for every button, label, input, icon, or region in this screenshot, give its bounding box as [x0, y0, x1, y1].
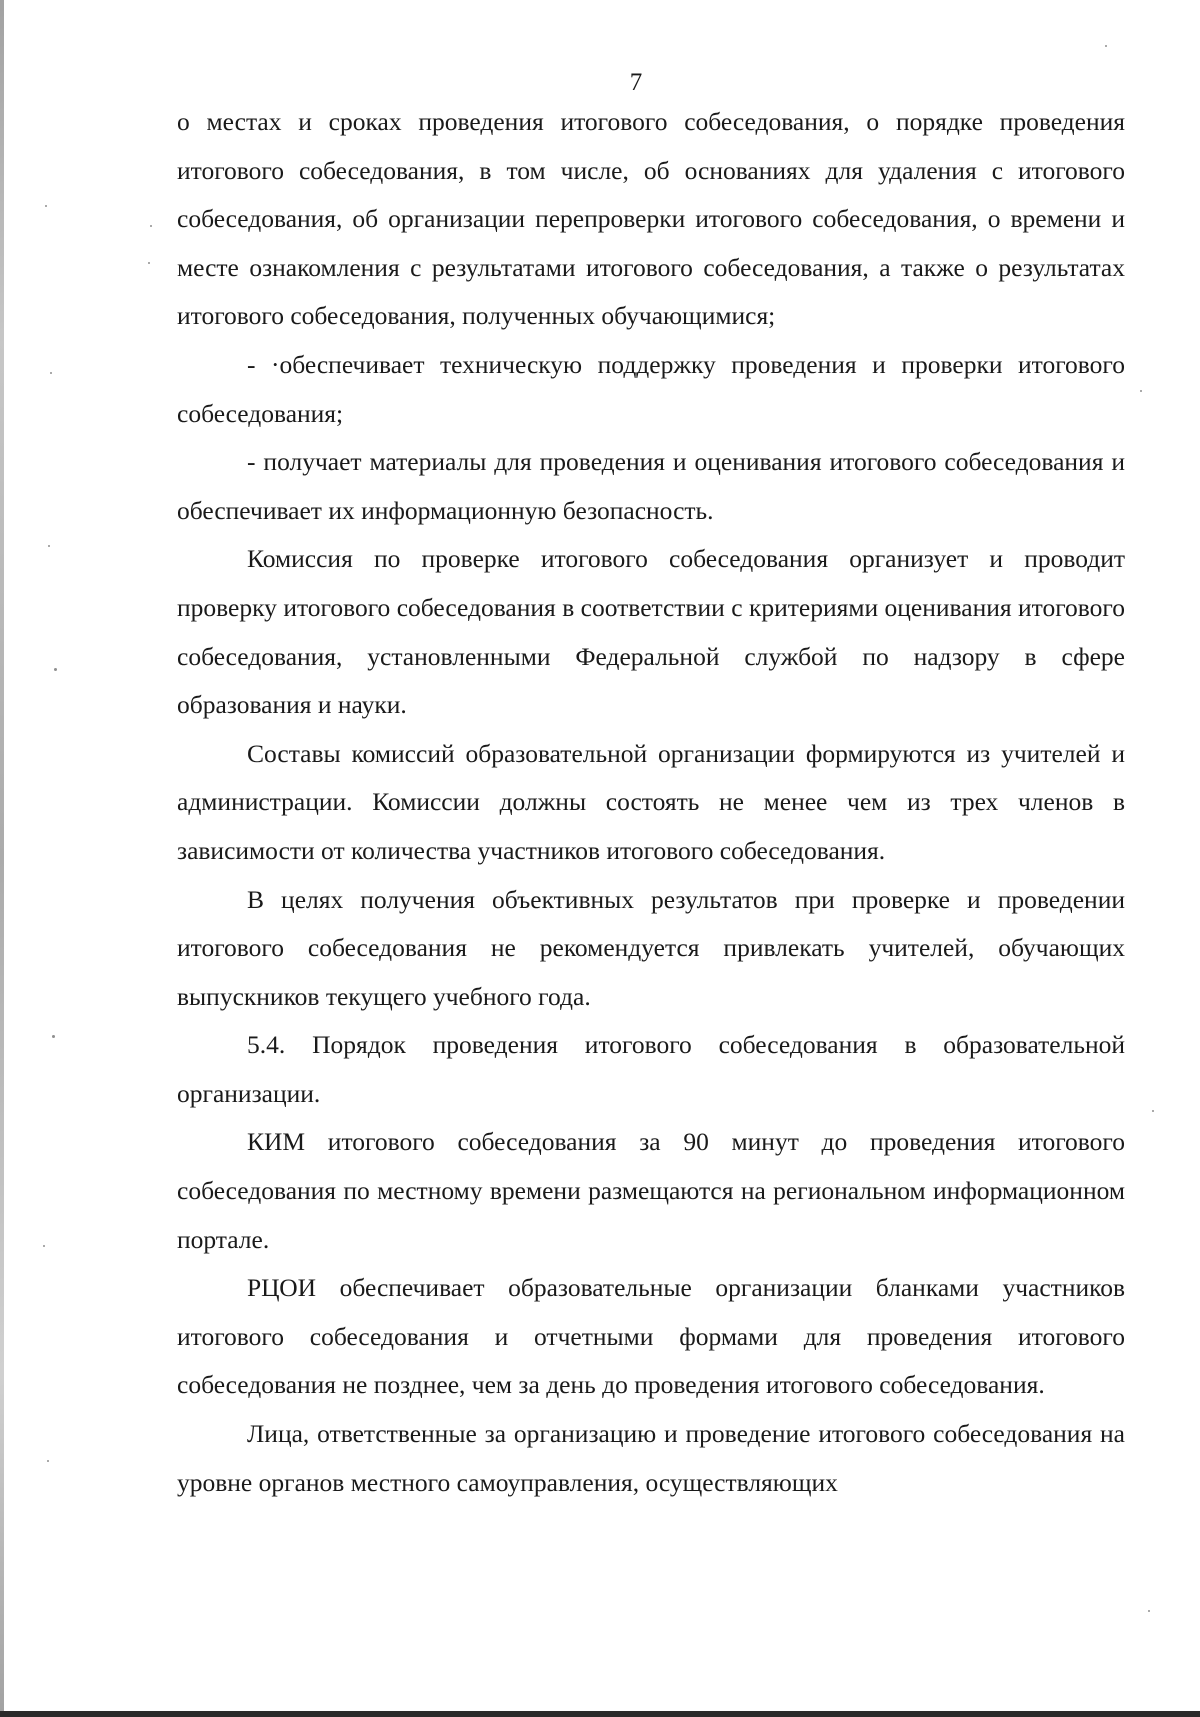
- paragraph-section-5-4-heading: 5.4. Порядок проведения итогового собеседования в образовательной организации.: [177, 1030, 1125, 1108]
- paragraph-receives-materials: - получает материалы для проведения и оценивания итогового собеседования и обеспечивает их информационную безопасность.: [177, 447, 1125, 525]
- paragraph-kim-publication: КИМ итогового собеседования за 90 минут до проведения итогового собеседования по местному времени размещаются на региональном информационном портале.: [177, 1127, 1125, 1254]
- scan-speck: [45, 205, 47, 207]
- document-page: [177, 68, 1125, 1507]
- scan-speck: [47, 1460, 49, 1462]
- scan-speck: [50, 372, 52, 374]
- scan-speck: [1140, 390, 1142, 392]
- paragraph-technical-support: - ·обеспечивает техническую поддержку проведения и проверки итогового собеседования;: [177, 349, 1125, 428]
- scan-edge-left: [0, 0, 4, 1717]
- paragraph-places-and-dates: о местах и сроках проведения итогового собеседования, о порядке проведения итогового собеседования, в том числе, об основаниях для удаления с итогового собеседования, об организации перепроверки итогового собеседования, о времени и месте ознакомления с результатами итогового собеседования, а также о результатах итогового собеседования, полученных обучающимися;: [177, 107, 1125, 331]
- paragraph-rcoi-forms: РЦОИ обеспечивает образовательные организации бланками участников итогового собеседования и отчетными формами для проведения итогового собеседования не позднее, чем за день до проведения итогового собеседования.: [177, 1273, 1125, 1400]
- scan-edge-bottom: [0, 1711, 1200, 1717]
- scan-speck: [1148, 1610, 1150, 1612]
- paragraph-responsible-persons: Лица, ответственные за организацию и проведение итогового собеседования на уровне органов местного самоуправления, осуществляющих: [177, 1419, 1125, 1497]
- scan-speck: [54, 668, 57, 671]
- scan-speck: [150, 225, 152, 227]
- paragraph-commission-composition: Составы комиссий образовательной организации формируются из учителей и администрации. Комиссии должны состоять не менее чем из трех членов в зависимости от количества участников итогового собеседования.: [177, 738, 1125, 865]
- scan-speck: [43, 1245, 45, 1247]
- scan-speck: [1105, 45, 1107, 47]
- scan-speck: [48, 545, 50, 547]
- scan-speck: [52, 1035, 55, 1038]
- page-number: 7: [629, 69, 643, 96]
- scan-speck: [148, 262, 150, 264]
- paragraph-objective-results: В целях получения объективных результатов при проверке и проведении итогового собеседования не рекомендуется привлекать учителей, обучающих выпускников текущего учебного года.: [177, 884, 1125, 1011]
- paragraph-verification-commission: Комиссия по проверке итогового собеседования организует и проводит проверку итогового собеседования в соответствии с критериями оценивания итогового собеседования, установленными Федеральной службой по надзору в сфере образования и науки.: [177, 544, 1125, 720]
- scan-speck: [1152, 1110, 1154, 1112]
